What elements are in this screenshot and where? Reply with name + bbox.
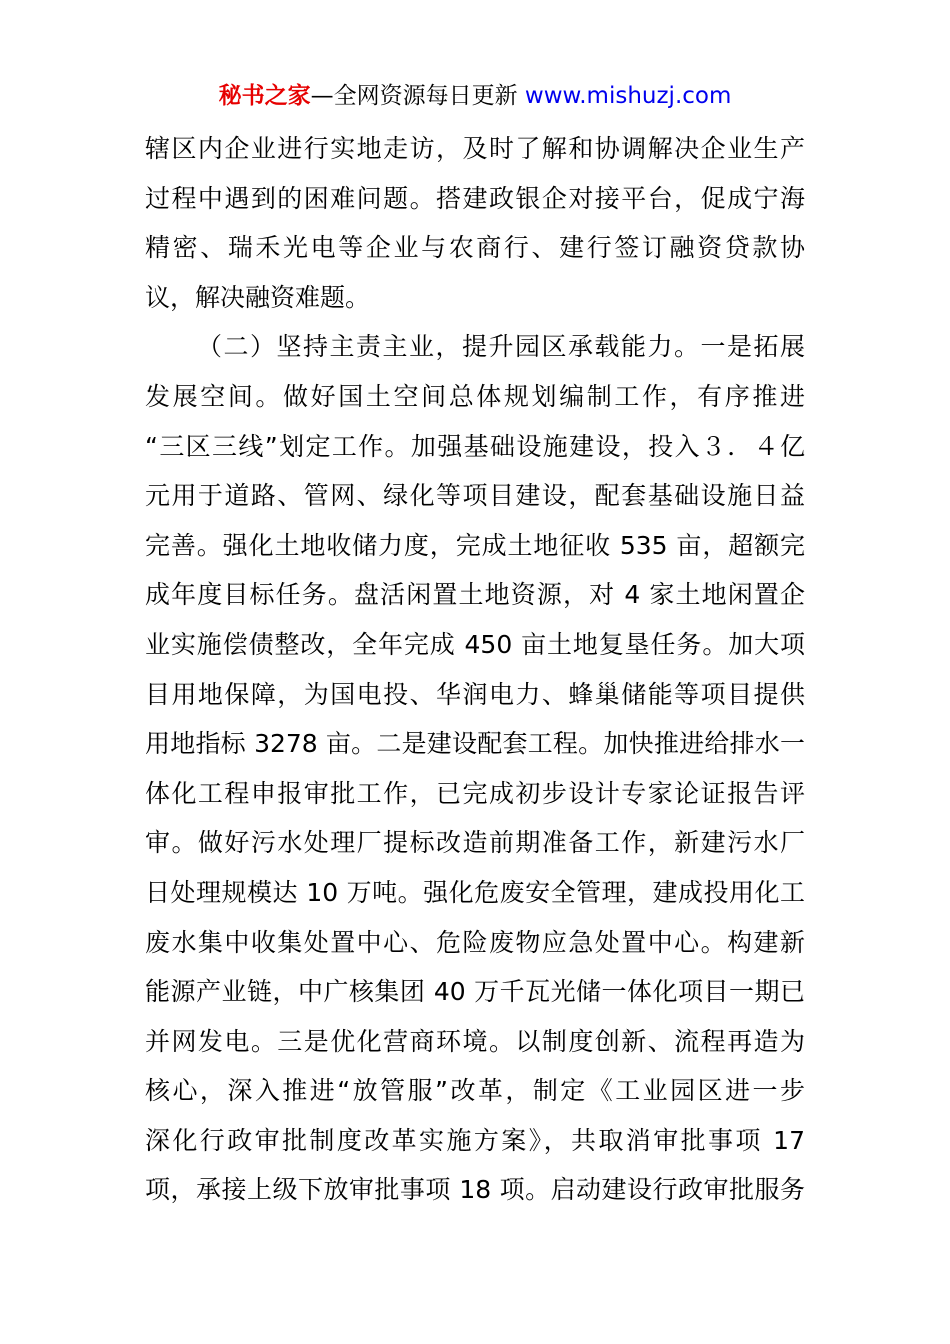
text-line: 体化工程申报审批工作，已完成初步设计专家论证报告评: [145, 778, 805, 808]
text-line: 用地指标 3278 亩。二是建设配套工程。加快推进给排水一: [145, 729, 805, 759]
text-line: 项，承接上级下放审批事项 18 项。启动建设行政审批服务: [145, 1175, 805, 1205]
text-line: 业实施偿债整改，全年完成 450 亩土地复垦任务。加大项: [145, 629, 805, 659]
site-tagline: —全网资源每日更新: [310, 83, 525, 109]
text-line: “三区三线”划定工作。加强基础设施建设，投入３．４亿: [145, 431, 805, 461]
text-line: 发展空间。做好国土空间总体规划编制工作，有序推进: [145, 381, 805, 411]
text-line: 审。做好污水处理厂提标改造前期准备工作，新建污水厂: [145, 828, 805, 858]
text-line: 能源产业链，中广核集团 40 万千瓦光储一体化项目一期已: [145, 977, 805, 1007]
text-line: 成年度目标任务。盘活闲置土地资源，对 4 家土地闲置企: [145, 580, 805, 610]
text-line: 深化行政审批制度改革实施方案》，共取消审批事项 17: [145, 1125, 805, 1155]
text-line: 完善。强化土地收储力度，完成土地征收 535 亩，超额完: [145, 530, 805, 560]
text-line: 并网发电。三是优化营商环境。以制度创新、流程再造为: [145, 1026, 805, 1056]
site-url-link[interactable]: www.mishuzj.com: [524, 83, 732, 109]
text-line: 废水集中收集处置中心、危险废物应急处置中心。构建新: [145, 927, 805, 957]
text-line: 议，解决融资难题。: [145, 282, 371, 312]
section-heading-line: （二）坚持主责主业，提升园区承载能力。一是拓展: [197, 332, 805, 362]
page-header: [0, 82, 950, 110]
text-line: 过程中遇到的困难问题。搭建政银企对接平台，促成宁海: [145, 183, 805, 213]
text-line: 元用于道路、管网、绿化等项目建设，配套基础设施日益: [145, 481, 805, 511]
text-line: 精密、瑞禾光电等企业与农商行、建行签订融资贷款协: [145, 233, 805, 263]
text-line: 日处理规模达 10 万吨。强化危废安全管理，建成投用化工: [145, 877, 805, 907]
text-line: 核心，深入推进“放管服”改革，制定《工业园区进一步: [145, 1076, 805, 1106]
document-body: [145, 124, 805, 1215]
site-brand: 秘书之家: [218, 83, 311, 109]
text-line: 辖区内企业进行实地走访，及时了解和协调解决企业生产: [145, 134, 805, 163]
text-line: 目用地保障，为国电投、华润电力、蜂巢储能等项目提供: [145, 679, 805, 709]
